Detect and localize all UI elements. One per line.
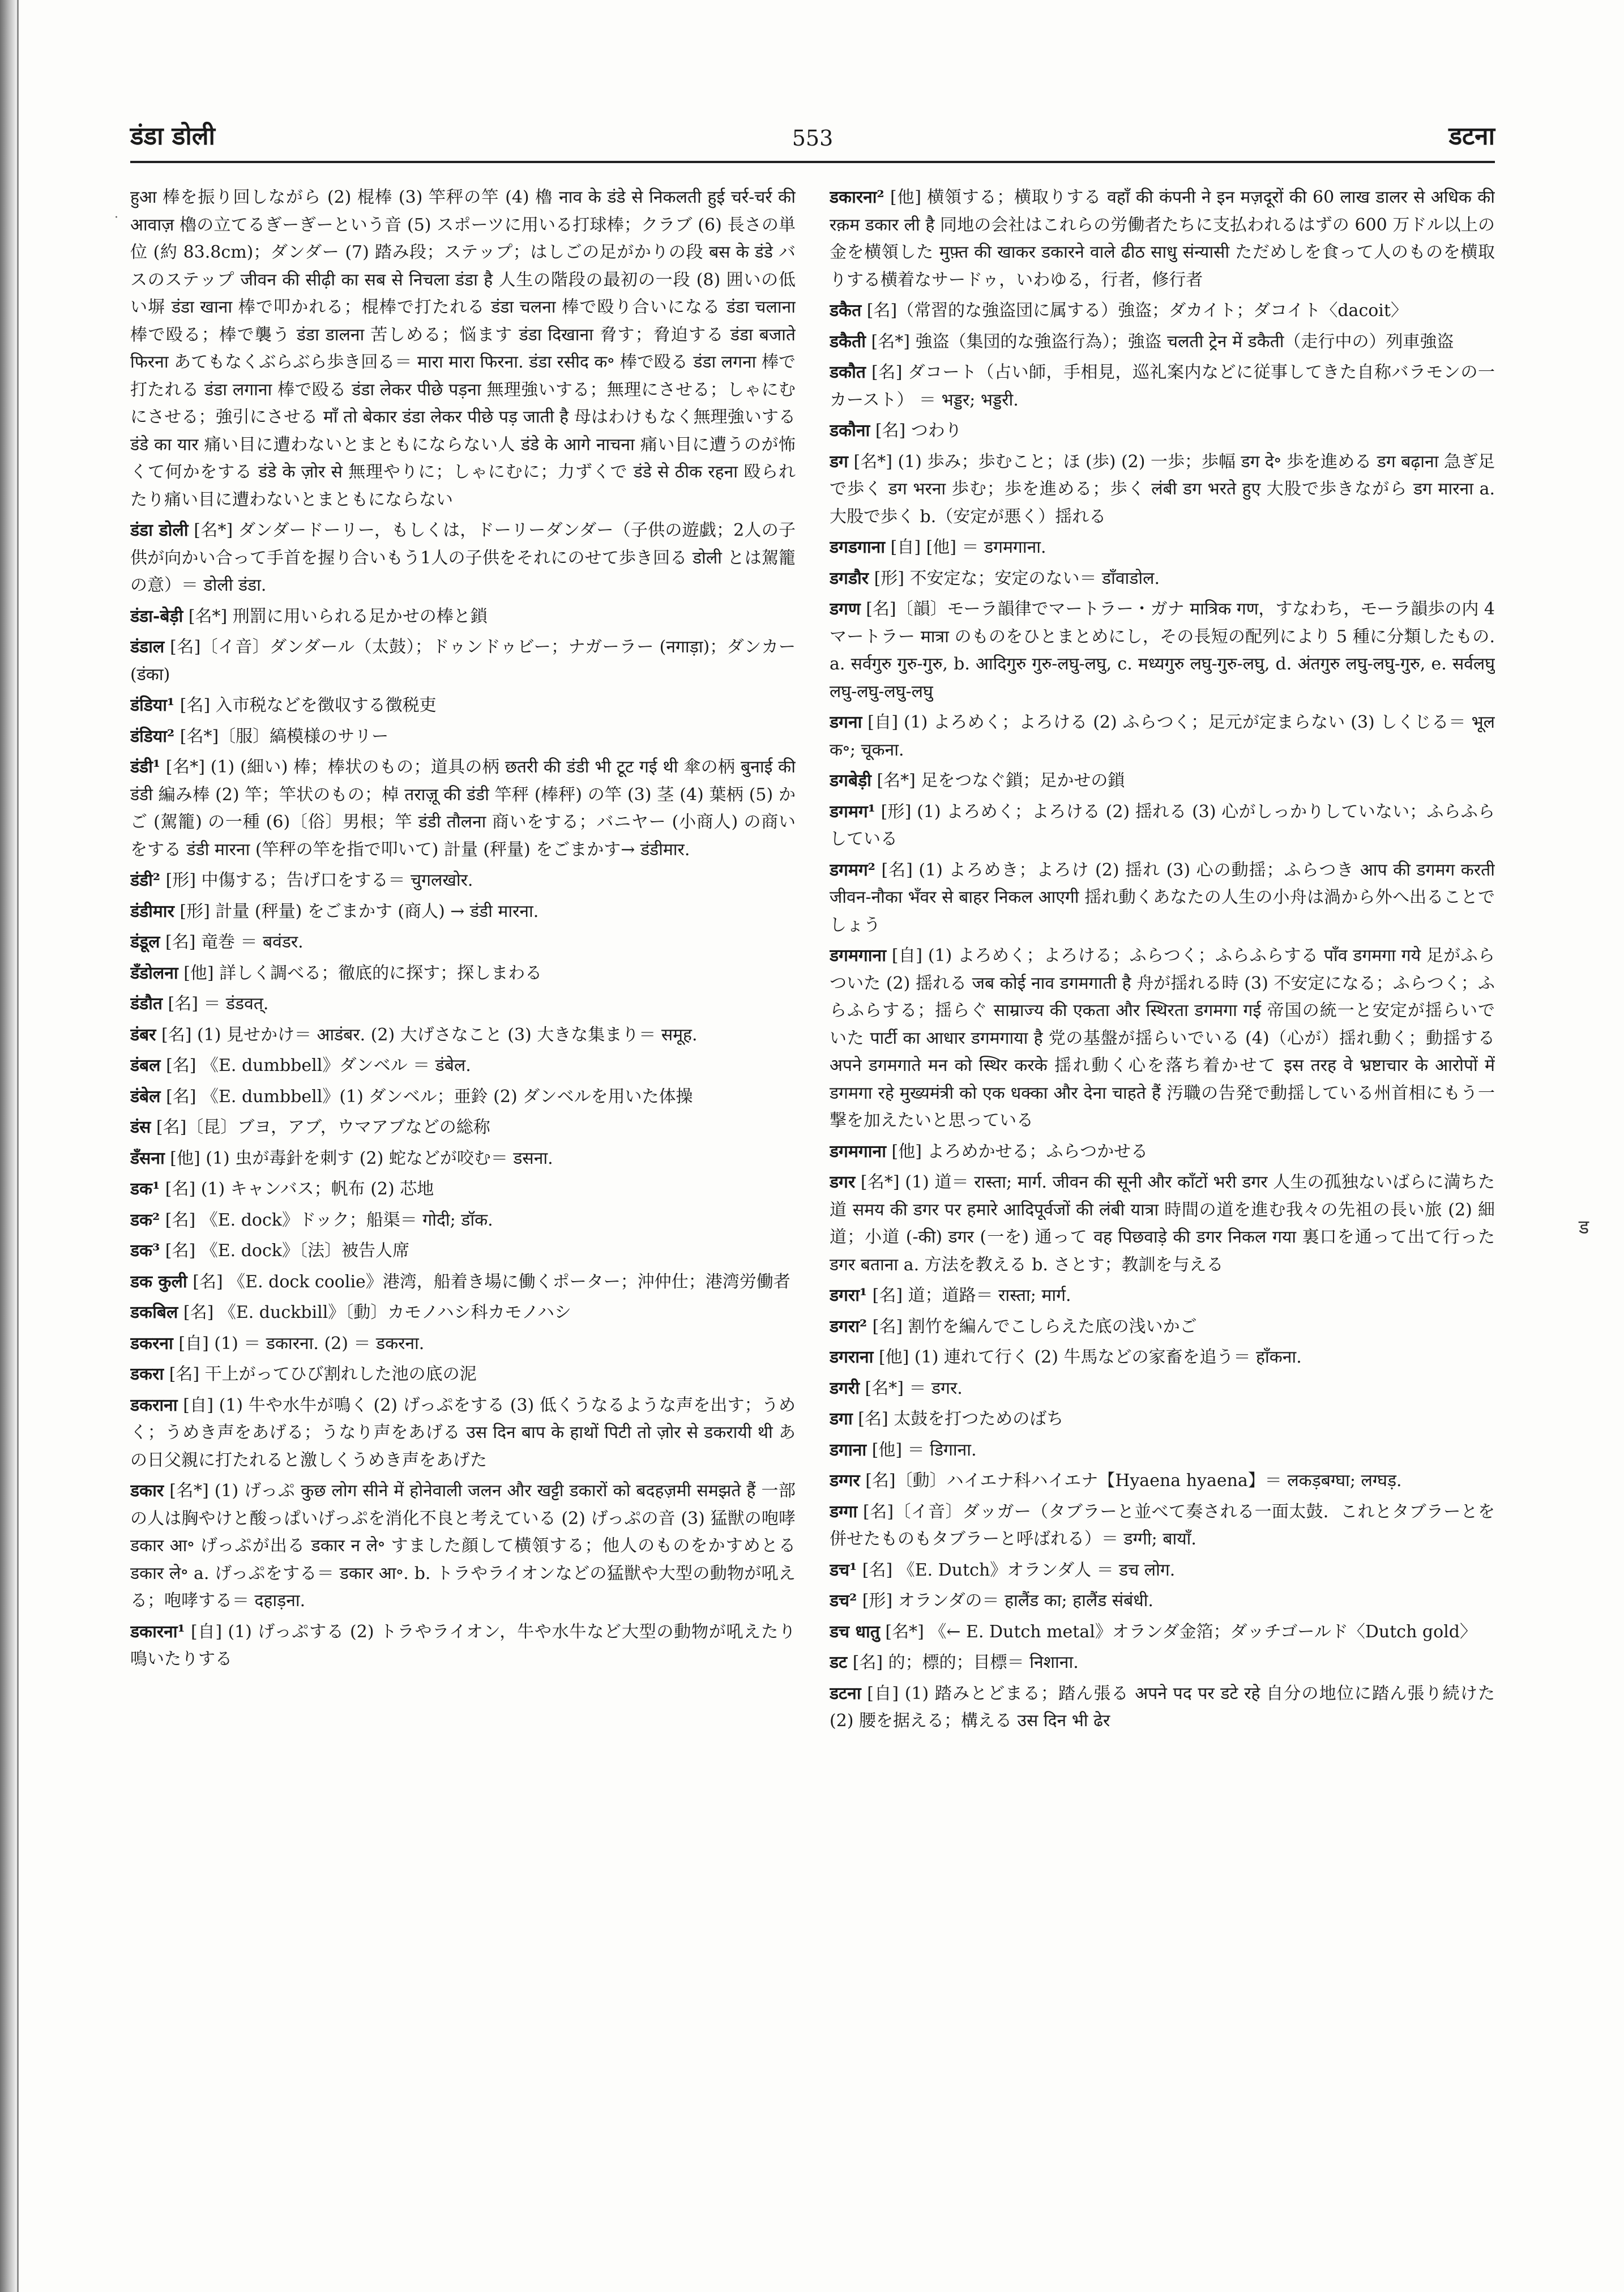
- dictionary-entry: [130, 1052, 796, 1080]
- dictionary-entry: [830, 1467, 1495, 1495]
- page-number: 553: [792, 126, 834, 151]
- definition-text: [名] 《E. dock》ドック；船渠＝ गोदी; डॉक.: [165, 1210, 493, 1230]
- headword: डगराना: [830, 1347, 874, 1367]
- dictionary-entry: [830, 596, 1495, 706]
- definition-text: [名]〔韻〕モーラ韻律でマートラー・ガナ मात्रिक गण，すなわち，モーラ韻歩の内 4 マートラー मात्रा のものをひとまとめにし，その長短の配列により 5 種に分類したもの. a. सर्वगुरु गुरु-गुरु, b. आदिगुरु गुरु-लघु-लघु, c. मध्यगुरु लघु-गुरु-लघु, d. अंतगुरु लघु-लघु-गुरु, e. सर्वलघु लघु-लघु-लघु-लघु: [830, 599, 1495, 702]
- definition-text: [名*]〔服〕縞模様のサリー: [180, 726, 389, 746]
- dictionary-entry: [830, 857, 1495, 940]
- dictionary-entry: [130, 1269, 796, 1296]
- dictionary-entry: [830, 1499, 1495, 1553]
- headword: डकारना¹: [130, 1621, 185, 1642]
- definition-text: [名*] ＝ डगर.: [865, 1378, 963, 1398]
- dictionary-entry: [830, 767, 1495, 795]
- headword: डँसना: [130, 1148, 165, 1168]
- definition-text: [他] (1) 虫が毒針を刺す (2) 蛇などが咬む＝ डसना.: [170, 1148, 553, 1168]
- dictionary-entry: [130, 1237, 796, 1265]
- definition-text: [名*] 足をつなぐ鎖；足かせの鎖: [877, 771, 1125, 791]
- dictionary-entry: [130, 1176, 796, 1203]
- definition-text: [名] 《E. dumbbell》(1) ダンベル；亜鈴 (2) ダンベルを用いた体操: [166, 1086, 693, 1107]
- definition-text: [名] 《E. dock coolie》港湾，船着き場に働くポーター；沖仲仕；港湾労働者: [193, 1271, 790, 1292]
- dictionary-entry: [130, 754, 796, 864]
- definition-text: [自] (1) げっぷする (2) トラやライオン，牛や水牛など大型の動物が吼えたり鳴いたりする: [130, 1621, 796, 1669]
- headword: डंडीमार: [130, 901, 174, 921]
- headword: डकरना: [130, 1333, 173, 1354]
- definition-text: [名]〔イ音〕ダンダール（太鼓）；ドゥンドゥビー；ナガーラー (नगाड़ा)；ダンカー (डंका): [130, 637, 796, 685]
- binding-edge-line: [17, 0, 19, 2292]
- definition-text: [名*] 刑罰に用いられる足かせの棒と鎖: [188, 606, 488, 626]
- dictionary-entry: [830, 449, 1495, 531]
- headword: डक³: [130, 1241, 160, 1261]
- dictionary-entry: [830, 297, 1495, 325]
- definition-text: [名] 割竹を編んでこしらえた底の浅いかご: [872, 1316, 1197, 1337]
- dictionary-entry: [830, 1587, 1495, 1615]
- definition-text: [名] 竜巻 ＝ बवंडर.: [165, 932, 304, 952]
- definition-text: [名*] ダンダードーリー，もしくは，ドーリーダンダー（子供の遊戯；2人の子供が向かい合って手首を握り合いもう1人の子供をそれにのせて歩き回る डोली とは駕籠の意）＝ डोली डंडा.: [130, 520, 796, 595]
- headword: डंडाल: [130, 637, 165, 657]
- dictionary-entry: [130, 723, 796, 751]
- definition-text: [名]〔動〕ハイエナ科ハイエナ【Hyaena hyaena】＝ लकड़बग्घा; लग्घड़.: [865, 1471, 1402, 1491]
- guide-word-left: डंडा डोली: [130, 122, 215, 151]
- dictionary-entry: [830, 1680, 1495, 1735]
- definition-text: [形] 計量 (秤量) をごまかす (商人) → डंडी मारना.: [180, 901, 539, 921]
- thumb-index-letter: ड: [1579, 1216, 1589, 1239]
- definition-text: [自] (1) 牛や水牛が鳴く (2) げっぷをする (3) 低くうなるような声を出す；うめく；うめき声をあげる；うなり声をあげる उस दिन बाप के हाथों पिटी तो ज़ोर से डकरायी थी あの日父親に打たれると激しくうめき声をあげた: [130, 1395, 796, 1470]
- headword: डग्गर: [830, 1471, 860, 1491]
- definition-text: हुआ 棒を振り回しながら (2) 棍棒 (3) 竿秤の竿 (4) 櫓 नाव के डंडे से निकलती हुई चर्र-चर्र की आवाज़ 櫓の立てるぎーぎーという音 (5) スポーツに用いる打球棒；クラブ (6) 長さの単位 (約 83.8cm)；ダンダー (7) 踏み段；ステップ；はしごの足がかりの段 बस के डंडे バスのステップ जीवन की सीढ़ी का सब से निचला डंडा है 人生の階段の最初の一段 (8) 囲いの低い塀 डंडा खाना 棒で叩かれる；棍棒で打たれる डंडा चलना 棒で殴り合いになる डंडा चलाना 棒で殴る；棒で襲う डंडा डालना 苦しめる；悩ます डंडा दिखाना 脅す；脅迫する डंडा बजाते फिरना あてもなくぶらぶら歩き回る＝ मारा मारा फिरना. डंडा रसीद क॰ 棒で殴る डंडा लगना 棒で打たれる डंडा लगाना 棒で殴る डंडा लेकर पीछे पड़ना 無理強いする；無理にさせる；しゃにむにさせる；強引にさせる माँ तो बेकार डंडा लेकर पीछे पड़ जाती है 母はわけもなく無理強いする डंडे का यार 痛い目に遭わないとまともにならない人 डंडे के आगे नाचना 痛い目に遭うのが怖くて何かをする डंडे के ज़ोर से 無理やりに；しゃにむに；力ずくで डंडे से ठीक रहना 殴られたり痛い目に遭わないとまともにならない: [130, 187, 796, 510]
- definition-text: [自] [他] ＝ डगमगाना.: [890, 537, 1046, 557]
- definition-text: [名] (1) よろめき；よろけ (2) 揺れ (3) 心の動揺；ふらつき आप की डगमग करती जीवन-नौका भँवर से बाहर निकल आएगी 揺れ動くあなたの人生の小舟は渦から外へ出ることでしょう: [830, 860, 1495, 935]
- headword: डक कुली: [130, 1271, 187, 1292]
- headword: डगरा²: [830, 1316, 867, 1337]
- headword: डगमगाना: [830, 1141, 886, 1162]
- definition-text: [自] (1) ＝ डकारना. (2) ＝ डकरना.: [178, 1333, 425, 1354]
- definition-text: [自] (1) 踏みとどまる；踏ん張る अपने पद पर डटे रहे 自分の地位に踏ん張り続けた (2) 腰を据える；構える उस दिन भी ढेर: [830, 1683, 1495, 1731]
- headword: डकरा: [130, 1364, 164, 1384]
- headword: डगडगाना: [830, 537, 886, 557]
- headword: डगरा¹: [830, 1286, 867, 1305]
- definition-text: [名] 入市税などを徴収する徴税吏: [180, 695, 437, 715]
- dictionary-entry: [130, 1330, 796, 1358]
- dictionary-entry: [130, 1361, 796, 1389]
- definition-text: [形] 中傷する；告げ口をする＝ चुगलखोर.: [165, 870, 473, 890]
- dictionary-entry: [830, 328, 1495, 356]
- margin-tick-mark: ·: [114, 211, 118, 225]
- dictionary-entry: [130, 1392, 796, 1475]
- definition-text: [名*] (1) 歩み；歩むこと；ほ (歩) (2) 一歩；歩幅 डग दे॰ 歩を進める डग बढ़ाना 急ぎ足で歩く डग भरना 歩む；歩を進める；歩く लंबी डग भरते हुए 大股で歩きながら डग मारना a. 大股で歩く b.（安定が悪く）揺れる: [830, 451, 1495, 527]
- definition-text: [他] (1) 連れて行く (2) 牛馬などの家畜を追う＝ हाँकना.: [878, 1347, 1302, 1367]
- dictionary-entry: [830, 1344, 1495, 1372]
- definition-text: [自] (1) よろめく；よろける；ふらつく；ふらふらする पाँव डगमगा गये 足がふらついた (2) 揺れる जब कोई नाव डगमगाती है 舟が揺れる時 (3) 不安定になる；ふらつく；ふらふらする；揺らぐ साम्राज्य की एकता और स्थिरता डगमगा गई 帝国の統一と安定が揺らいでいた पार्टी का आधार डगमगाया है 党の基盤が揺らいでいる (4)（心が）揺れ動く；動揺する अपने डगमगाते मन को स्थिर करके 揺れ動く心を落ち着かせて इस तरह वे भ्रष्टाचार के आरोपों में डगमगा रहे मुख्यमंत्री को एक धक्का और देना चाहते हैं 汚職の告発で動揺している州首相にもう一撃を加えたいと思っている: [830, 946, 1495, 1130]
- right-column: [830, 184, 1495, 2268]
- headword: डकारना²: [830, 187, 884, 207]
- dictionary-entry: [130, 960, 796, 988]
- definition-text: [名] 《E. duckbill》〔動〕カモノハシ科カモノハシ: [183, 1303, 571, 1322]
- definition-text: [名] ＝ डंडवत्.: [168, 994, 269, 1014]
- dictionary-entry: [130, 1083, 796, 1111]
- headword: डंडा-बेड़ी: [130, 606, 183, 626]
- definition-text: [他] ＝ डिगाना.: [871, 1440, 977, 1460]
- headword: डकौत: [830, 362, 866, 382]
- definition-text: [名] 的；標的；目標＝ निशाना.: [852, 1653, 1079, 1672]
- left-column: [130, 184, 796, 2268]
- definition-text: [名*] (1) げっぷ कुछ लोग सीने में होनेवाली जलन और खट्टी डकारों को बदहज़मी समझते हैं 一部の人は胸やけと酸っぱいげっぷを消化不良と考えている (2) げっぷの音 (3) 猛獣の咆哮 डकार आ॰ げっぷが出る डकार न ले॰ すました顔して横領する；他人のものをかすめとる डकार ले॰ a. げっぷをする＝ डकार आ॰. b. トラやライオンなどの猛獣や大型の動物が吼える；咆哮する＝ दहाड़ना.: [130, 1481, 796, 1611]
- definition-text: [他] よろめかせる；ふらつかせる: [891, 1141, 1148, 1162]
- headword: डट: [830, 1653, 848, 1672]
- dictionary-entry: [130, 1114, 796, 1142]
- headword: डगडौर: [830, 568, 869, 588]
- headword: डंबेल: [130, 1086, 161, 1107]
- headword: डटना: [830, 1683, 861, 1704]
- headword: डगमग¹: [830, 801, 875, 822]
- definition-text: [他] 横領する；横取りする वहाँ की कंपनी ने इन मज़दूरों की 60 लाख डालर से अधिक की रक़म डकार ली है 同地の会社はこれらの労働者たちに支払われるはずの 600 万ドル以上の金を横領した मुफ़्त की खाकर डकारने वाले ढीठ साधु संन्यासी ただめしを食って人のものを横取りする横着なサードゥ，いわゆる，行者，修行者: [830, 187, 1495, 290]
- dictionary-entry: [830, 1437, 1495, 1465]
- headword: डच धातु: [830, 1621, 880, 1642]
- definition-text: [名]（常習的な強盗団に属する）強盗；ダカイト；ダコイト〈dacoit〉: [866, 301, 1408, 321]
- definition-text: [名*] 《← E. Dutch metal》オランダ金箔；ダッチゴールド〈Dutch gold〉: [885, 1621, 1477, 1642]
- definition-text: [名] 《E. dumbbell》ダンベル ＝ डंबेल.: [166, 1056, 471, 1075]
- definition-text: [形] (1) よろめく；よろける (2) 揺れる (3) 心がしっかりしていない；ふらふらしている: [830, 801, 1495, 849]
- definition-text: [名] 《E. Dutch》オランダ人 ＝ डच लोग.: [862, 1560, 1176, 1580]
- definition-text: [名] (1) キャンバス；帆布 (2) 芯地: [165, 1179, 434, 1199]
- headword: डंडौत: [130, 994, 163, 1014]
- headword: डंडूल: [130, 932, 160, 952]
- definition-text: [名] 太鼓を打つためのばち: [858, 1409, 1064, 1429]
- dictionary-entry: [830, 1313, 1495, 1341]
- definition-text: [名] 道；道路＝ रास्ता; मार्ग.: [872, 1286, 1071, 1305]
- headword: डकैत: [830, 301, 862, 321]
- dictionary-entry: [130, 1207, 796, 1235]
- definition-text: [名] 干上がってひび割れした池の底の泥: [169, 1364, 477, 1384]
- guide-word-right: डटना: [1448, 122, 1495, 151]
- headword: डकार: [130, 1481, 164, 1501]
- definition-text: [名*] 強盗（集団的な強盗行為）；強盗 चलती ट्रेन में डकैती（走行中の）列車強盗: [871, 331, 1454, 352]
- definition-text: [名]〔昆〕ブヨ，アブ，ウマアブなどの総称: [156, 1117, 490, 1137]
- book-binding-shadow: [0, 0, 17, 2292]
- dictionary-entry: [130, 867, 796, 895]
- headword: डगर: [830, 1172, 856, 1192]
- headword: डंडी²: [130, 870, 161, 890]
- dictionary-entry: [130, 603, 796, 631]
- headword: डगबेड़ी: [830, 771, 871, 791]
- dictionary-entry: [830, 799, 1495, 853]
- headword: डकराना: [130, 1395, 178, 1415]
- dictionary-entry: [130, 898, 796, 926]
- definition-text: [名*] (1) 道＝ रास्ता; मार्ग. जीवन की सूनी और काँटों भरी डगर 人生の孤独ないばらに満ちた道 समय की डगर पर हमारे आदिपूर्वजों की लंबी यात्रा 時間の道を進む我々の先祖の長い旅 (2) 細道；小道 (-की) डगर (一を) 通って वह पिछवाड़े की डगर निकल गया 裏口を通って出て行った डगर बताना a. 方法を教える b. さとす；教訓を与える: [830, 1172, 1495, 1275]
- headword: डच²: [830, 1591, 857, 1611]
- headword: डग्गा: [830, 1501, 858, 1522]
- headword: डंडी¹: [130, 757, 161, 777]
- headword: डंडिया²: [130, 726, 175, 746]
- dictionary-entry: [130, 1145, 796, 1173]
- dictionary-entry: [830, 1406, 1495, 1433]
- headword: डगाना: [830, 1440, 867, 1460]
- dictionary-entry: [830, 1649, 1495, 1677]
- dictionary-entry: [830, 184, 1495, 294]
- dictionary-entry: [130, 634, 796, 689]
- dictionary-entry: [830, 565, 1495, 593]
- headword: डगमगाना: [830, 946, 886, 966]
- headword: डक²: [130, 1210, 160, 1230]
- dictionary-entry: [130, 692, 796, 720]
- definition-text: [名] (1) 見せかけ＝ आडंबर. (2) 大げさなこと (3) 大きな集まり＝ समूह.: [161, 1025, 698, 1045]
- dictionary-entry: [830, 709, 1495, 764]
- dictionary-entry: [130, 517, 796, 600]
- headword: डंबर: [130, 1025, 156, 1045]
- dictionary-entry: [830, 417, 1495, 445]
- headword: डकौना: [830, 421, 870, 441]
- dictionary-entry: [130, 1619, 796, 1674]
- dictionary-entry: [830, 1282, 1495, 1310]
- dictionary-entry: [130, 1299, 796, 1327]
- dictionary-entry: [830, 534, 1495, 562]
- header-rule: [130, 161, 1495, 163]
- dictionary-entry: [830, 942, 1495, 1135]
- dictionary-entry: [830, 1138, 1495, 1166]
- dictionary-entry: [130, 184, 796, 514]
- headword: डंडा डोली: [130, 520, 189, 540]
- dictionary-entry: [830, 1169, 1495, 1279]
- definition-text: [形] 不安定な；安定のない＝ डाँवाडोल.: [874, 568, 1160, 588]
- headword: डगना: [830, 712, 862, 732]
- definition-text: [名] 《E. dock》〔法〕被告人席: [165, 1241, 409, 1261]
- dictionary-entry: [830, 1557, 1495, 1585]
- headword: डँडोलना: [130, 963, 178, 983]
- headword: डगण: [830, 599, 861, 619]
- headword: डगरी: [830, 1378, 860, 1398]
- page-header: [130, 108, 1495, 160]
- headword: डगा: [830, 1409, 853, 1429]
- definition-text: [名*] (1) (細い) 棒；棒状のもの；道具の柄 छतरी की डंडी भी टूट गई थी 傘の柄 बुनाई की डंडी 編み棒 (2) 竿；竿状のもの；棹 तराज़ू की डंडी 竿秤 (棒秤) の竿 (3) 茎 (4) 葉柄 (5) かご (駕籠) の一種 (6)〔俗〕男根；竿 डंडी तौलना 商いをする；バニヤー (小商人) の商いをする डंडी मारना (竿秤の竿を指で叩いて) 計量 (秤量) をごまかす→ डंडीमार.: [130, 757, 796, 860]
- headword: डंबल: [130, 1056, 161, 1075]
- headword: डक¹: [130, 1179, 160, 1199]
- dictionary-entry: [130, 929, 796, 957]
- definition-text: [形] オランダの＝ हालैंड का; हालैंड संबंधी.: [862, 1591, 1153, 1611]
- definition-text: [名]〔イ音〕ダッガー（タブラーと並べて奏される一面太鼓．これとタブラーとを併せたものもタブラーと呼ばれる）＝ डग्गी; बायाँ.: [830, 1501, 1495, 1549]
- dictionary-entry: [830, 359, 1495, 414]
- dictionary-entry: [130, 991, 796, 1018]
- headword: डकबिल: [130, 1303, 178, 1322]
- dictionary-entry: [130, 1478, 796, 1615]
- headword: डग: [830, 451, 848, 472]
- headword: डकैती: [830, 331, 866, 352]
- headword: डंस: [130, 1117, 151, 1137]
- definition-text: [名] ダコート（占い師，手相見，巡礼案内などに従事してきた自称バラモンの一カースト） ＝ भड्डर; भड्डरी.: [830, 362, 1495, 410]
- definition-text: [名] つわり: [875, 421, 962, 441]
- definition-text: [自] (1) よろめく；よろける (2) ふらつく；足元が定まらない (3) しくじる＝ भूल क॰; चूकना.: [830, 712, 1495, 760]
- dictionary-entry: [830, 1375, 1495, 1403]
- definition-text: [他] 詳しく調べる；徹底的に探す；探しまわる: [183, 963, 542, 983]
- dictionary-entry: [830, 1619, 1495, 1646]
- headword: डंडिया¹: [130, 695, 175, 715]
- dictionary-entry: [130, 1022, 796, 1049]
- headword: डगमग²: [830, 860, 875, 880]
- headword: डच¹: [830, 1560, 857, 1580]
